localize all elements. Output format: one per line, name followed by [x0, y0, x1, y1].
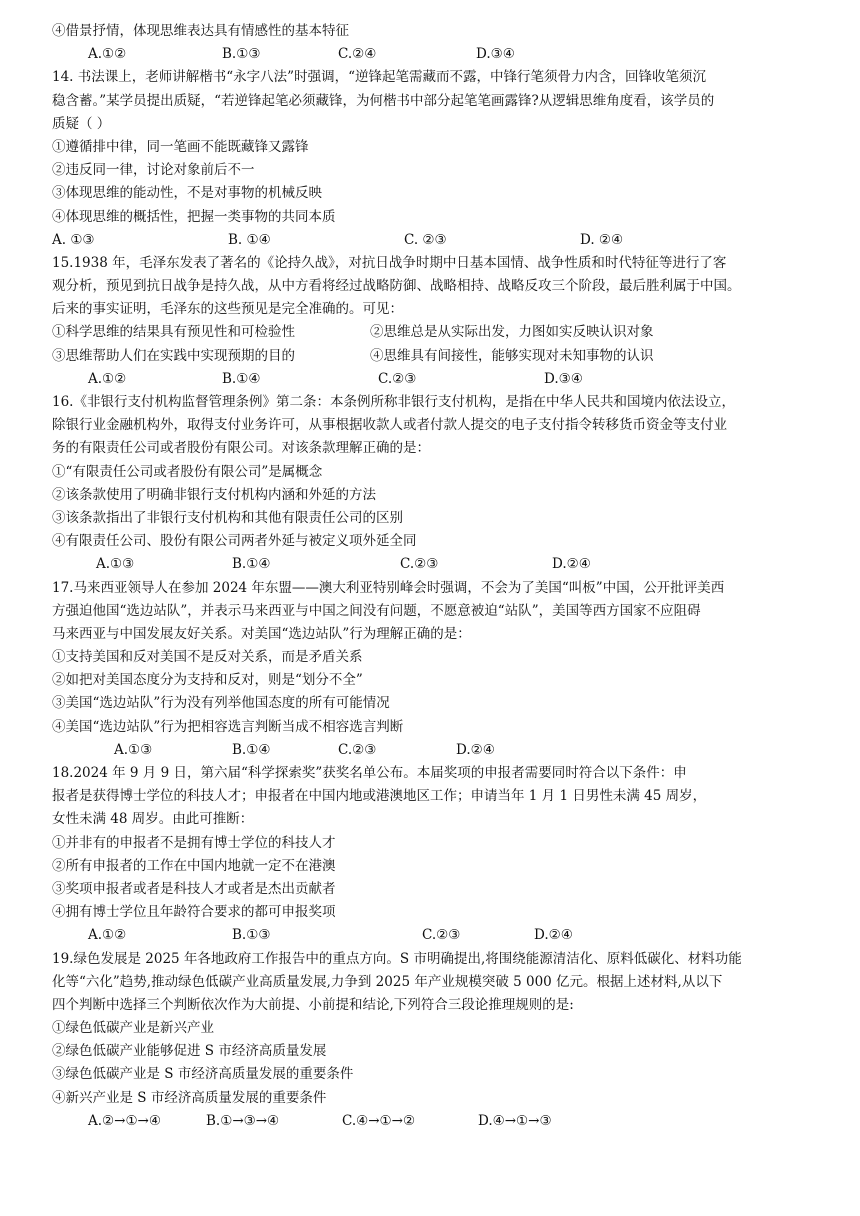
q16-item-3: ③该条款指出了非银行支付机构和其他有限责任公司的区别	[52, 509, 403, 526]
q17-stem-line: 马来西亚与中国发展友好关系。对美国“选边站队”行为理解正确的是：	[52, 625, 471, 642]
q18-option-b[interactable]: B.①③	[232, 927, 271, 944]
question-19	[52, 948, 812, 1134]
q16-item-2: ②该条款使用了明确非银行支付机构内涵和外延的方法	[52, 486, 376, 503]
q18-options	[52, 924, 812, 947]
q15-item-4: ④思维具有间接性，能够实现对未知事物的认识	[370, 347, 654, 364]
q15-options	[52, 368, 812, 391]
q19-item-4: ④新兴产业是 S 市经济高质量发展的重要条件	[52, 1089, 327, 1106]
q15-option-c[interactable]: C.②③	[378, 370, 417, 387]
q18-option-d[interactable]: D.②④	[534, 927, 573, 944]
q19-item-1: ①绿色低碳产业是新兴产业	[52, 1020, 214, 1037]
q13-option-a[interactable]: A.①②	[88, 46, 127, 63]
q19-options	[52, 1110, 812, 1133]
q17-stem-line: 方强迫他国“选边站队”，并表示马来西亚与中国之间没有问题，不愿意被迫“站队”，美国等西方国家不应阻碍	[52, 602, 701, 619]
q16-option-c[interactable]: C.②③	[400, 556, 439, 573]
q14-stem-line: 稳含蓄。”某学员提出质疑，“若逆锋起笔必须藏锋，为何楷书中部分起笔笔画露锋?从逻辑思维角度看，该学员的	[52, 92, 715, 109]
q18-stem-line: 报者是获得博士学位的科技人才；申报者在中国内地或港澳地区工作；申请当年 1 月 1 日男性未满 45 周岁，	[52, 788, 707, 805]
q18-item-3: ③奖项申报者或者是科技人才或者是杰出贡献者	[52, 880, 336, 897]
q14-item-1: ①遵循排中律，同一笔画不能既藏锋又露锋	[52, 138, 309, 155]
q15-items-row-2	[52, 345, 812, 368]
q15-item-1: ①科学思维的结果具有预见性和可检验性	[52, 324, 295, 341]
q19-item-3: ③绿色低碳产业是 S 市经济高质量发展的重要条件	[52, 1066, 354, 1083]
q18-item-2: ②所有申报者的工作在中国内地就一定不在港澳	[52, 857, 336, 874]
q15-stem-line: 15.1938 年，毛泽东发表了著名的《论持久战》，对抗日战争时期中日基本国情、战争性质和时代特征等进行了客	[52, 254, 727, 271]
q19-stem-line: 19.绿色发展是 2025 年各地政府工作报告中的重点方向。S 市明确提出,将围绕能源清洁化、原料低碳化、材料功能	[52, 950, 742, 967]
q18-stem-line: 18.2024 年 9 月 9 日，第六届“科学探索奖”获奖名单公布。本届奖项的申报者需要同时符合以下条件：申	[52, 765, 687, 781]
q19-option-b[interactable]: B.①→③→④	[206, 1112, 280, 1129]
q17-stem-line: 17.马来西亚领导人在参加 2024 年东盟——澳大利亚特别峰会时强调，不会为了美国“叫板”中国，公开批评美西	[52, 579, 725, 596]
q16-item-4: ④有限责任公司、股份有限公司两者外延与被定义项外延全同	[52, 533, 417, 550]
q15-item-3: ③思维帮助人们在实践中实现预期的目的	[52, 347, 295, 364]
question-15	[52, 252, 812, 391]
q18-option-c[interactable]: C.②③	[422, 927, 461, 944]
q19-stem-line: 化等“六化”趋势,推动绿色低碳产业高质量发展,力争到 2025 年产业规模突破 5 000 亿元。根据上述材料,从以下	[52, 973, 723, 990]
q18-option-a[interactable]: A.①②	[88, 927, 127, 944]
q15-option-b[interactable]: B.①④	[222, 370, 261, 387]
q16-options	[52, 553, 812, 576]
q14-stem-line: 14. 书法课上，老师讲解楷书“永字八法”时强调，“逆锋起笔需藏而不露，中锋行笔须骨力内含，回锋收笔须沉	[52, 69, 706, 86]
q13-options	[52, 43, 812, 66]
q14-stem-line: 质疑（ ）	[52, 115, 111, 132]
q19-item-2: ②绿色低碳产业能够促进 S 市经济高质量发展	[52, 1043, 327, 1060]
q13-option-b[interactable]: B.①③	[222, 46, 261, 63]
question-16	[52, 391, 812, 577]
q14-options	[52, 229, 812, 252]
q18-stem-line: 女性未满 48 周岁。由此可推断：	[52, 811, 254, 828]
q15-option-d[interactable]: D.③④	[544, 370, 583, 387]
q16-stem-line: 务的有限责任公司或者股份有限公司。对该条款理解正确的是：	[52, 440, 430, 457]
q16-stem-line: 16.《非银行支付机构监督管理条例》第二条：本条例所称非银行支付机构，是指在中华人民共和国境内依法设立，	[52, 394, 735, 410]
q19-option-a[interactable]: A.②→①→④	[88, 1112, 161, 1129]
question-17	[52, 577, 812, 763]
q17-item-1: ①支持美国和反对美国不是反对关系，而是矛盾关系	[52, 649, 363, 666]
q17-item-4: ④美国“选边站队”行为把相容选言判断当成不相容选言判断	[52, 718, 404, 735]
q14-option-a[interactable]: A. ①③	[52, 231, 95, 248]
q17-option-c[interactable]: C.②③	[338, 741, 377, 758]
question-14	[52, 66, 812, 252]
q16-option-b[interactable]: B.①④	[232, 556, 271, 573]
q15-stem-line: 后来的事实证明，毛泽东的这些预见是完全准确的。可见：	[52, 301, 403, 318]
exam-page	[52, 20, 812, 1133]
q15-option-a[interactable]: A.①②	[88, 370, 127, 387]
q17-options	[52, 739, 812, 762]
q18-item-4: ④拥有博士学位且年龄符合要求的都可申报奖项	[52, 904, 336, 921]
q13-option-c[interactable]: C.②④	[338, 46, 377, 63]
q19-option-c[interactable]: C.④→①→②	[342, 1112, 416, 1129]
q15-stem-line: 观分析，预见到抗日战争是持久战，从中方看将经过战略防御、战略相持、战略反攻三个阶段，最后胜利属于中国。	[52, 278, 741, 295]
q16-option-a[interactable]: A.①③	[96, 556, 135, 573]
q16-option-d[interactable]: D.②④	[552, 556, 591, 573]
q15-items-row-1	[52, 321, 812, 344]
q14-option-b[interactable]: B. ①④	[228, 231, 271, 248]
question-18	[52, 762, 812, 948]
q17-item-3: ③美国“选边站队”行为没有列举他国态度的所有可能情况	[52, 695, 390, 712]
q13-option-d[interactable]: D.③④	[476, 46, 515, 63]
q19-stem-line: 四个判断中选择三个判断依次作为大前提、小前提和结论,下列符合三段论推理规则的是:	[52, 996, 574, 1013]
q14-item-4: ④体现思维的概括性，把握一类事物的共同本质	[52, 208, 336, 225]
q15-item-2: ②思维总是从实际出发，力图如实反映认识对象	[370, 324, 654, 341]
q14-item-2: ②违反同一律，讨论对象前后不一	[52, 162, 255, 179]
q17-item-2: ②如把对美国态度分为支持和反对，则是“划分不全”	[52, 672, 363, 689]
q16-item-1: ①“有限责任公司或者股份有限公司”是属概念	[52, 463, 323, 480]
q16-stem-line: 除银行业金融机构外，取得支付业务许可，从事根据收款人或者付款人提交的电子支付指令转移货币资金等支付业	[52, 417, 727, 434]
q14-item-3: ③体现思维的能动性，不是对事物的机械反映	[52, 185, 322, 202]
q19-option-d[interactable]: D.④→①→③	[478, 1112, 552, 1129]
q14-option-d[interactable]: D. ②④	[580, 231, 624, 248]
q18-item-1: ①并非有的申报者不是拥有博士学位的科技人才	[52, 834, 336, 851]
q17-option-b[interactable]: B.①④	[232, 741, 271, 758]
q17-option-a[interactable]: A.①③	[114, 741, 153, 758]
q14-option-c[interactable]: C. ②③	[404, 231, 447, 248]
q17-option-d[interactable]: D.②④	[456, 741, 495, 758]
q13-item-4: ④借景抒情，体现思维表达具有情感性的基本特征	[52, 23, 349, 39]
